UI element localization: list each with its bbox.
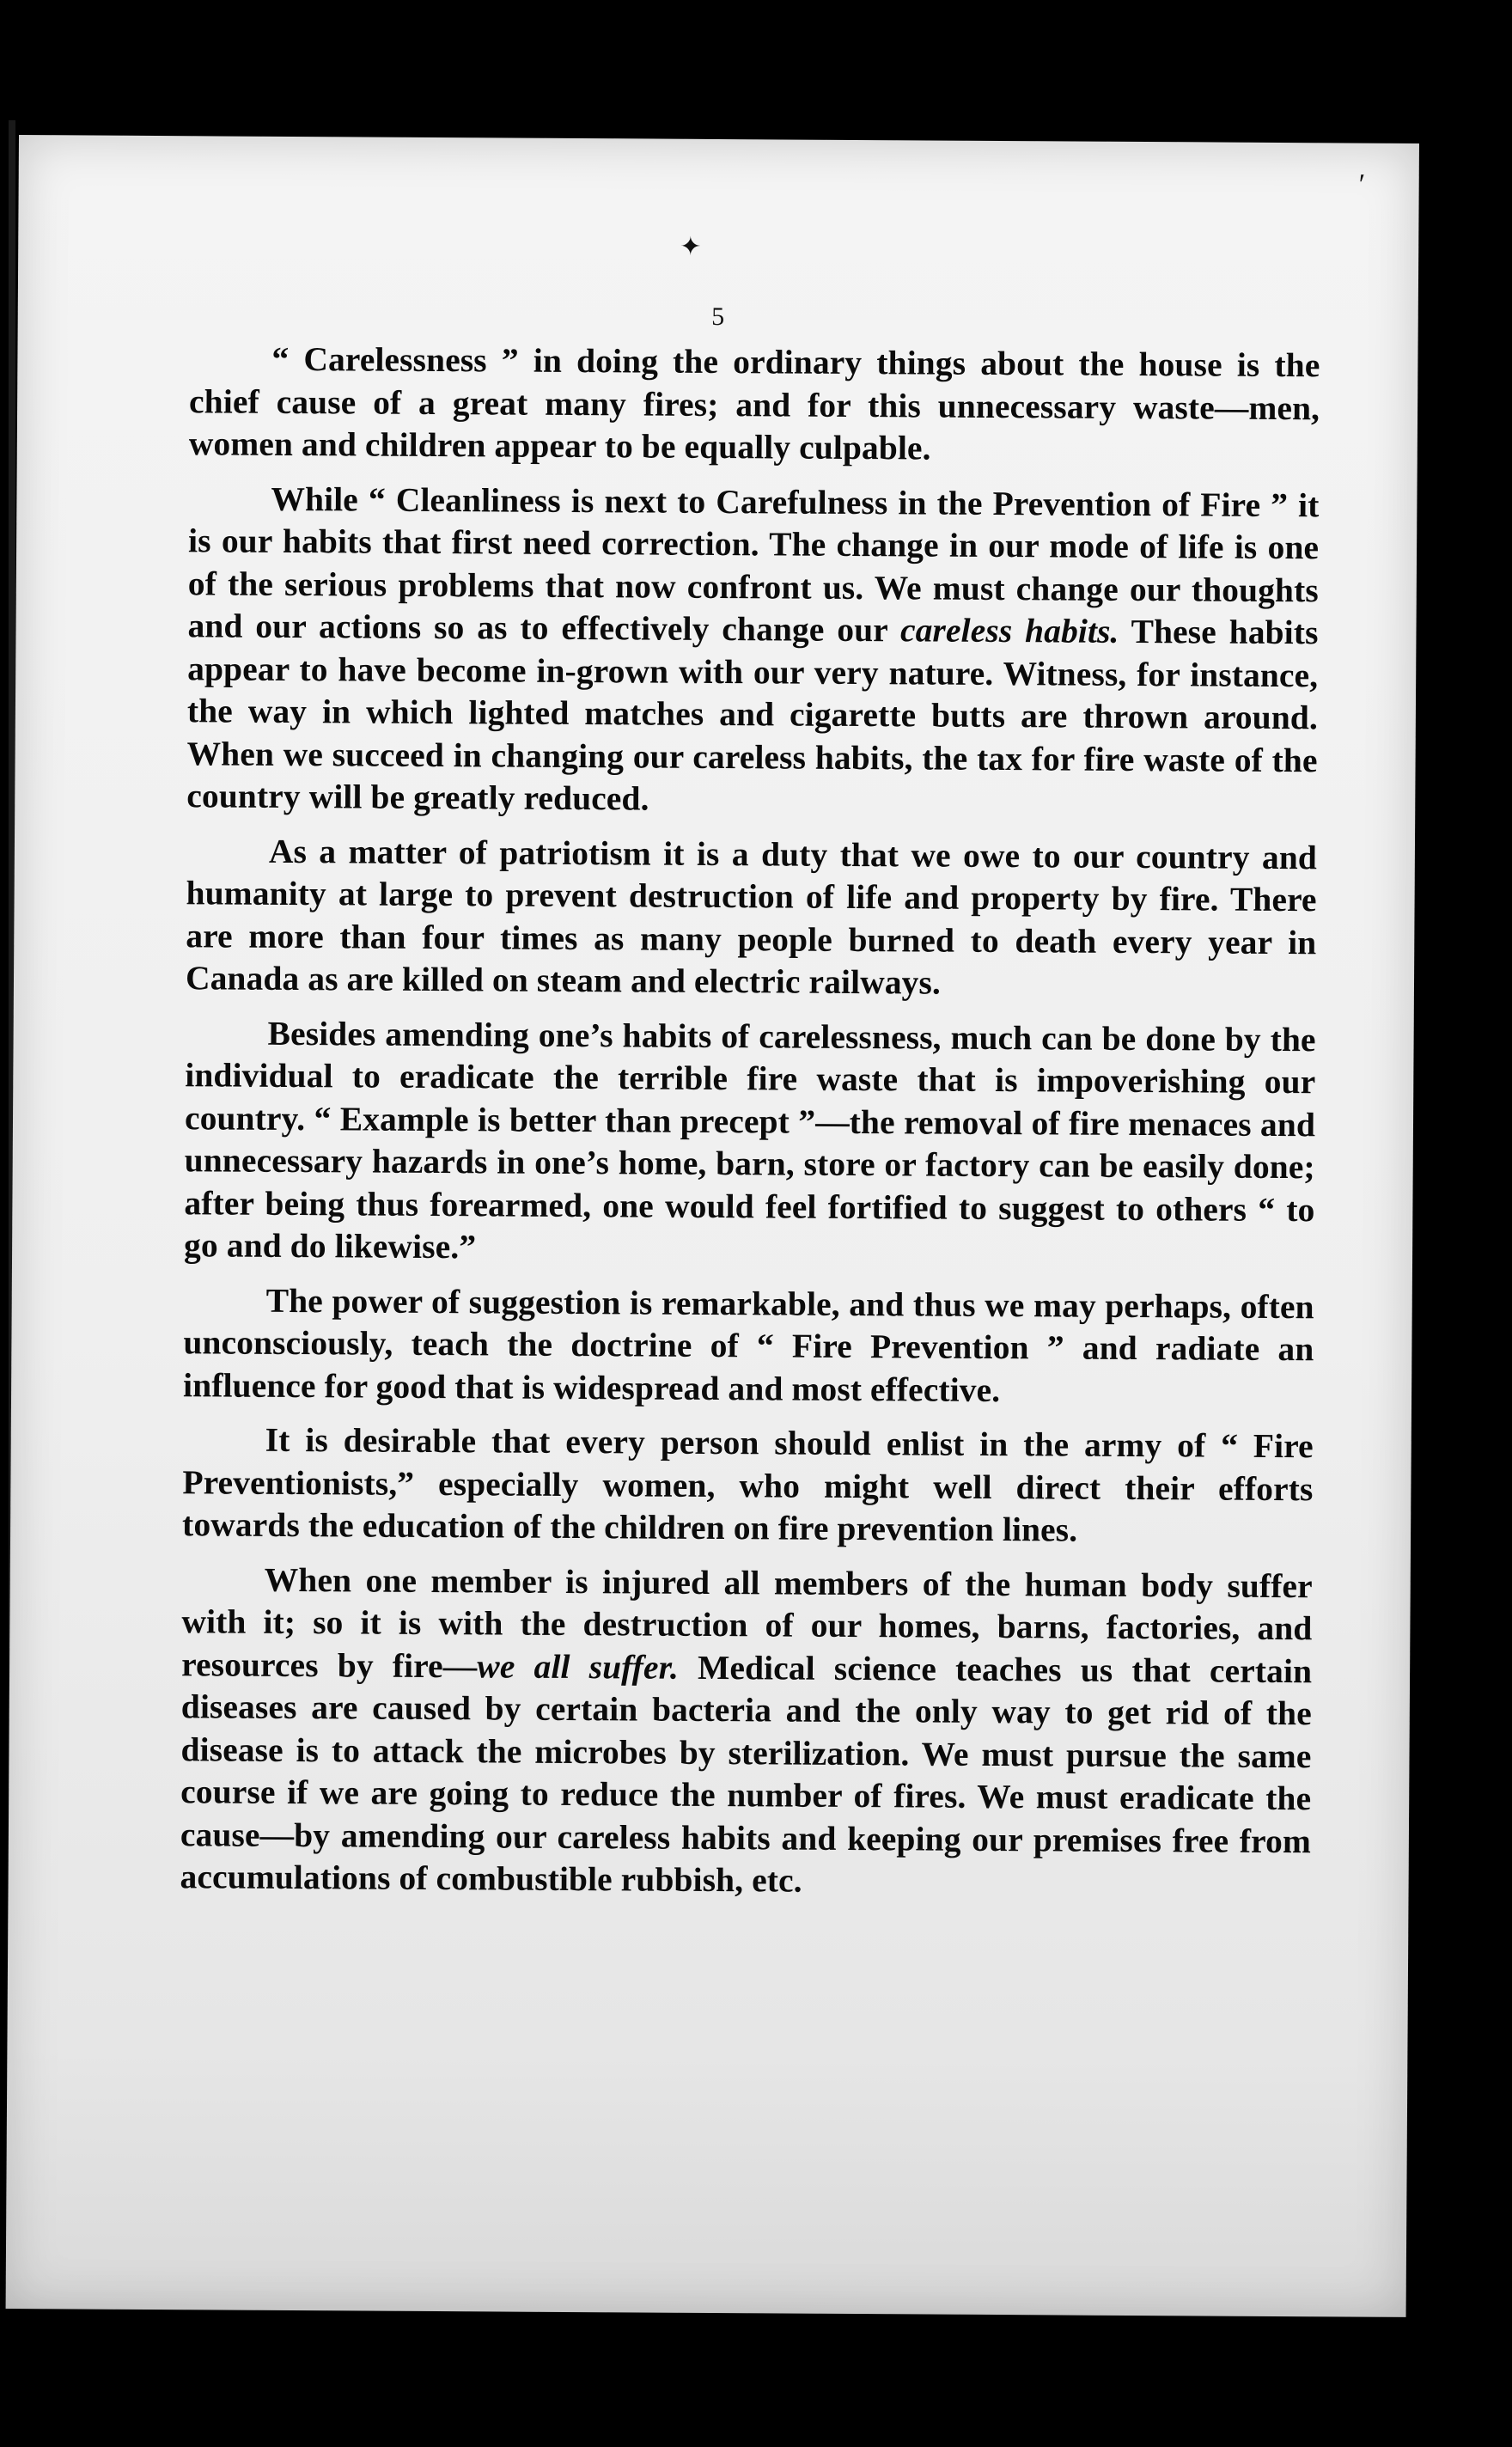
corner-mark: ′ (1358, 168, 1366, 201)
paragraph-3: As a matter of patriotism it is a duty that we owe to our country and humanity at large to prevent destruction of life and property by fire. There are more than four times as many people burned to death every year in Canada as are killed on steam and electric railways. (185, 832, 1318, 1002)
paragraph-7-italic-phrase: we all suffer. (477, 1646, 680, 1687)
paragraph-2-text-start: While “ Cleanliness is next to Carefulness in the Prevention of Fire ” it is our habits that first need correction. The change in our mode of life is one of the serious problems that now confront us. We must change our thoughts and our actions so as to effectively change our (187, 479, 1320, 650)
paragraph-7-text-start: When one member is injured all members of the human body suffer with it; so it is with the destruction of our homes, barns, factories, and resources by fire— (181, 1560, 1313, 1685)
paragraph-6: It is desirable that every person should enlist in the army of “ Fire Preventionists,” especially women, who might well direct their efforts towards the education of the children on fire prevention lines. (182, 1420, 1314, 1549)
paragraph-1: “ Carelessness ” in doing the ordinary things about the house is the chief cause of a great many fires; and for this unnecessary waste—men, women and children appear to be equally culpable. (188, 339, 1320, 467)
book-page (6, 135, 1419, 2317)
paragraph-7 (180, 1559, 1312, 1906)
paragraph-2-italic-phrase: careless habits. (899, 611, 1119, 650)
paragraph-7-text-end: Medical science teaches us that certain diseases are caused by certain bacteria and the only way to get rid of the disease is to attack the microbes by sterilization. We must pursue the same course if we are going to reduce the number of fires. We must eradicate the cause—by amending our careless habits and keeping our premises free from accumulations of combustible rubbish, etc. (180, 1648, 1313, 1900)
ink-speck: ✦ (680, 231, 702, 262)
paragraph-2-text-end: These habits appear to have become in-grown with our very nature. Witness, for instance, the way in which lighted matches and cigarette butts are thrown around. When we succeed in changing our careless habits, the tax for fire waste of the country will be greatly reduced. (186, 612, 1319, 818)
paragraph-5: The power of suggestion is remarkable, and thus we may perhaps, often unconsciously, teach the doctrine of “ Fire Prevention ” and radiate an influence for good that is widespread and most effective. (182, 1281, 1314, 1409)
paragraph-2 (186, 478, 1319, 825)
page-number: 5 (711, 302, 725, 332)
paragraph-4: Besides amending one’s habits of carelessness, much can be done by the individual to eradicate the terrible fire waste that is impoverishing our country. “ Example is better than precept ”—the removal of fire menaces and unnecessary hazards in one’s home, barn, store or factory can be easily done; after being thus forearmed, one would feel fortified to suggest to others “ to go and do likewise.” (183, 1014, 1316, 1266)
page-body-text (180, 338, 1320, 1918)
